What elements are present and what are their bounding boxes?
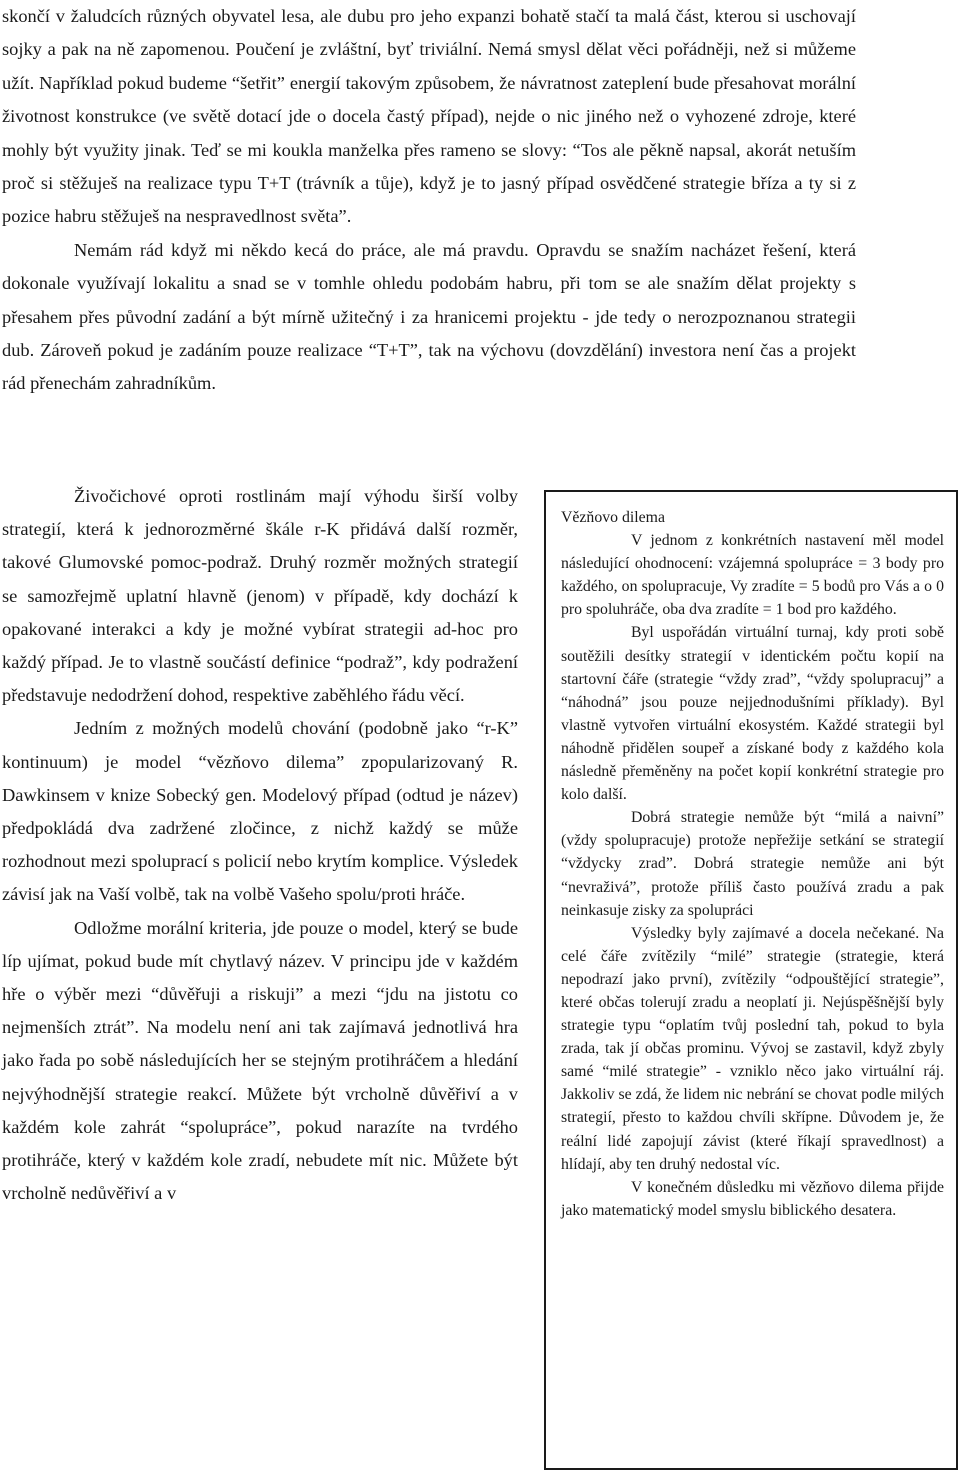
intro-paragraph: Nemám rád když mi někdo kecá do práce, ale má pravdu. Opravdu se snažím nacházet řešení, která dokonale využívají lokalitu a snad se v tomhle ohledu podobám habru, při tom se ale snažím dělat projekty s přesahem přes původní zadání a být mírně užitečný i za hranicemi projektu - jde tedy o nerozpoznanou strategii dub. Zároveň pokud je zadáním pouze realizace “T+T”, tak na výchovu (dovzdělání) investora není čas a projekt rád přenechám zahradníkům.	[2, 239, 856, 394]
intro-paragraph: skončí v žaludcích různých obyvatel lesa, ale dubu pro jeho expanzi bohatě stačí ta malá část, kterou si uschovají sojky a pak na ně zapomenou. Poučení je zvláštní, byť triviální. Nemá smysl dělat věci pořádněji, než si můžeme užít. Například pokud budeme “šetřit” energií takovým způsobem, že návratnost zateplení bude přesahovat morální životnost konstrukce (ve světě dotací jde o docela častý případ), nejde o nic jiného než o vyhozené zdroje, které mohly být využity jinak. Teď se mi koukla manželka přes rameno se slovy: “Tos ale pěkně napsal, akorát netuším proč si stěžuješ na realizace typu T+T (trávník a tůje), když je to jasný případ osvědčené strategie bříza a ty si z pozice habru stěžuješ na nespravedlnost světa”.	[2, 6, 856, 227]
body-paragraph: Jedním z možných modelů chování (podobně jako “r-K” kontinuum) je model “vězňovo dilema” zpopularizovaný R. Dawkinsem v knize Sobecký gen. Modelový případ (odtud je název) předpokládá dva zadržené zločince, z nichž každý se může rozhodnout mezi spoluprací s policií nebo krytím komplice. Výsledek závisí jak na Vaší volbě, tak na volbě Vašeho spolu/proti hráče.	[2, 718, 518, 905]
sidebar-paragraph: V konečném důsledku mi vězňovo dilema přijde jako matematický model smyslu biblického desatera.	[561, 1178, 944, 1219]
body-paragraph: Živočichové oproti rostlinám mají výhodu širší volby strategií, která k jednorozměrné škále r-K přidává další rozměr, takové Glumovské pomoc-podraž. Druhý rozměr možných strategií se samozřejmě uplatní hlavně (jenom) v případě, kdy dochází k opakované interakci a kdy je možné vybírat strategii ad-hoc pro každý případ. Je to vlastně součástí definice “podraž”, kdy podražení představuje nedodržení dohod, respektive zaběhlého řádu věcí.	[2, 486, 518, 706]
sidebar-paragraph: Výsledky byly zajímavé a docela nečekané. Na celé čáře zvítězily “milé” strategie (strategie, která nepodrazí jako první), zvítězily “odpouštějící strategie”, které občas tolerují zradu a neoplatí ji. Nejúspěšnější byly strategie typu “oplatím tvůj poslední tah, pokud to byla zrada, tak jí občas prominu. Vývoj se zastavil, když zbyly samé “milé strategie” - vzniklo něco jako virtuální ráj. Jakkoliv se zdá, že lidem nic nebrání se chovat podle milých strategií, přesto to každou chvíli skřípne. Důvodem je, že reální lidé zapojují závist (které říkají spravedlnost) a hlídají, aby ten druhý nedostal víc.	[561, 924, 944, 1173]
sidebar-paragraph: Byl uspořádán virtuální turnaj, kdy proti sobě soutěžili desítky strategií v identickém počtu kopií na startovní čáře (strategie “vždy zrad”, “vždy spolupracuj” a “náhodná” jsou pouze nejjednodušními příklady). Byl vlastně vytvořen virtuální ekosystém. Každé strategii byl náhodně přidělen soupeř a získané body z každého kola následně přeměněny na počet kopií konkrétní strategie pro kolo další.	[561, 624, 944, 804]
sidebar-paragraph: V jednom z konkrétních nastavení měl model následující ohodnocení: vzájemná spolupráce = 3 body pro každého, on spolupracuje, Vy zradíte = 5 bodů pro Vás a o 0 pro spoluhráče, oba dva zradíte = 1 bod pro každého.	[561, 532, 944, 619]
main-column	[2, 480, 518, 1210]
sidebar-box	[544, 490, 958, 1470]
intro-text	[2, 0, 856, 401]
sidebar-box-title: Vězňovo dilema	[561, 509, 665, 526]
sidebar-paragraph: Dobrá strategie nemůže být “milá a naivní” (vždy spolupracuje) protože nepřežije setkání se strategií “vždycky zrad”. Dobrá strategie nemůže ani být “nevraživá”, protože příliš často používá zradu a pak neinkasuje zisky za spolupráci	[561, 809, 944, 919]
body-paragraph: Odložme morální kriteria, jde pouze o model, který se bude líp ujímat, pokud bude mít chytlavý název. V principu jde v každém hře o výběr mezi “důvěřuji a riskuji” a mezi “jdu na jistotu co nejmenších ztrát”. Na modelu není ani tak zajímavá jednotlivá hra jako řada po sobě následujících her se stejným protihráčem a hledání nejvýhodnější strategie reakcí. Můžete být vrcholně důvěřiví a v každém kole zahrát “spolupráce”, pokud narazíte na tvrdého protihráče, který v každém kole zradí, nebudete mít nic. Můžete být vrcholně nedůvěřiví a v	[2, 917, 518, 1204]
